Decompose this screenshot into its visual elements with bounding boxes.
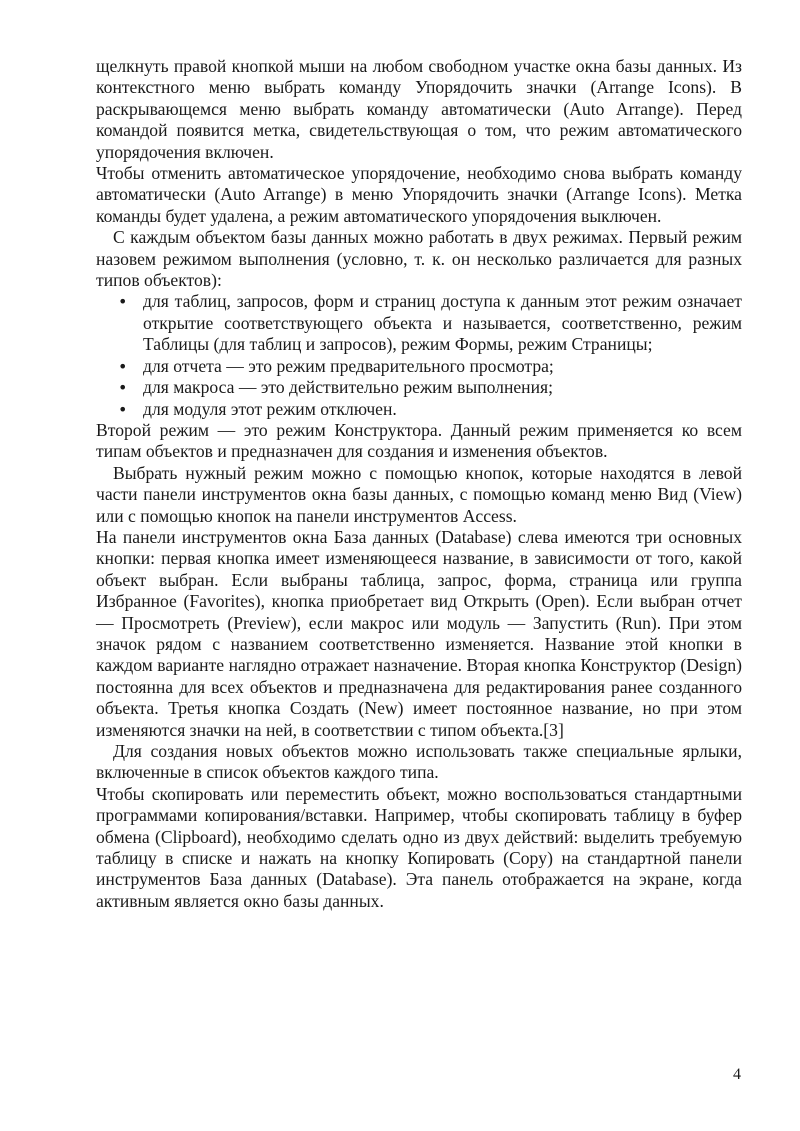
paragraph-arrange-icons: щелкнуть правой кнопкой мыши на любом свободном участке окна базы данных. Из контекстного меню выбрать команду Упорядочить значки (Arrange Icons). В раскрывающемся меню выбрать команду автоматически (Auto Arrange). Перед командой появится метка, свидетельствующая о том, что режим автоматического упорядочения включен. [96, 56, 742, 162]
list-item: • для макроса — это действительно режим выполнения; [96, 377, 742, 398]
page-number: 4 [733, 1066, 741, 1083]
paragraph-shortcuts: Для создания новых объектов можно использовать также специальные ярлыки, включенные в список объектов каждого типа. [96, 741, 742, 783]
list-item: • для отчета — это режим предварительного просмотра; [96, 356, 742, 377]
paragraph-design-mode: Второй режим — это режим Конструктора. Данный режим применяется ко всем типам объектов и предназначен для создания и изменения объектов. [96, 419, 742, 462]
document-page [96, 56, 742, 912]
execution-mode-list [96, 291, 742, 419]
list-item: • для модуля этот режим отключен. [96, 399, 742, 420]
paragraph-cancel-arrange: Чтобы отменить автоматическое упорядочение, необходимо снова выбрать команду автоматически (Auto Arrange) в меню Упорядочить значки (Arrange Icons). Метка команды будет удалена, а режим автоматического упорядочения выключен. [96, 163, 742, 226]
paragraph-copy-move: Чтобы скопировать или переместить объект, можно воспользоваться стандартными программами копирования/вставки. Например, чтобы скопировать таблицу в буфер обмена (Clipboard), необходимо сделать одно из двух действий: выделить требуемую таблицу в списке и нажать на кнопку Копировать (Copy) на стандартной панели инструментов База данных (Database). Эта панель отображается на экране, когда активным является окно базы данных. [96, 783, 742, 911]
paragraph-object-modes: С каждым объектом базы данных можно работать в двух режимах. Первый режим назовем режимом выполнения (условно, т. к. он несколько различается для разных типов объектов): [96, 227, 742, 291]
paragraph-choose-mode: Выбрать нужный режим можно с помощью кнопок, которые находятся в левой части панели инструментов окна базы данных, с помощью команд меню Вид (View) или с помощью кнопок на панели инструментов Access. [96, 462, 742, 526]
list-item: • для таблиц, запросов, форм и страниц доступа к данным этот режим означает открытие соответствующего объекта и называется, соответственно, режим Таблицы (для таблиц и запросов), режим Формы, режим Страницы; [96, 291, 742, 355]
paragraph-toolbar-buttons: На панели инструментов окна База данных (Database) слева имеются три основных кнопки: первая кнопка имеет изменяющееся название, в зависимости от того, какой объект выбран. Если выбраны таблица, запрос, форма, страница или группа Избранное (Favorites), кнопка приобретает вид Открыть (Open). Если выбран отчет — Просмотреть (Preview), если макрос или модуль — Запустить (Run). При этом значок рядом с названием соответственно изменяется. Название этой кнопки в каждом варианте наглядно отражает назначение. Вторая кнопка Конструктор (Design) постоянна для всех объектов и предназначена для редактирования ранее созданного объекта. Третья кнопка Создать (New) имеет постоянное название, но при этом изменяются значки на ней, в соответствии с типом объекта.[3] [96, 526, 742, 740]
